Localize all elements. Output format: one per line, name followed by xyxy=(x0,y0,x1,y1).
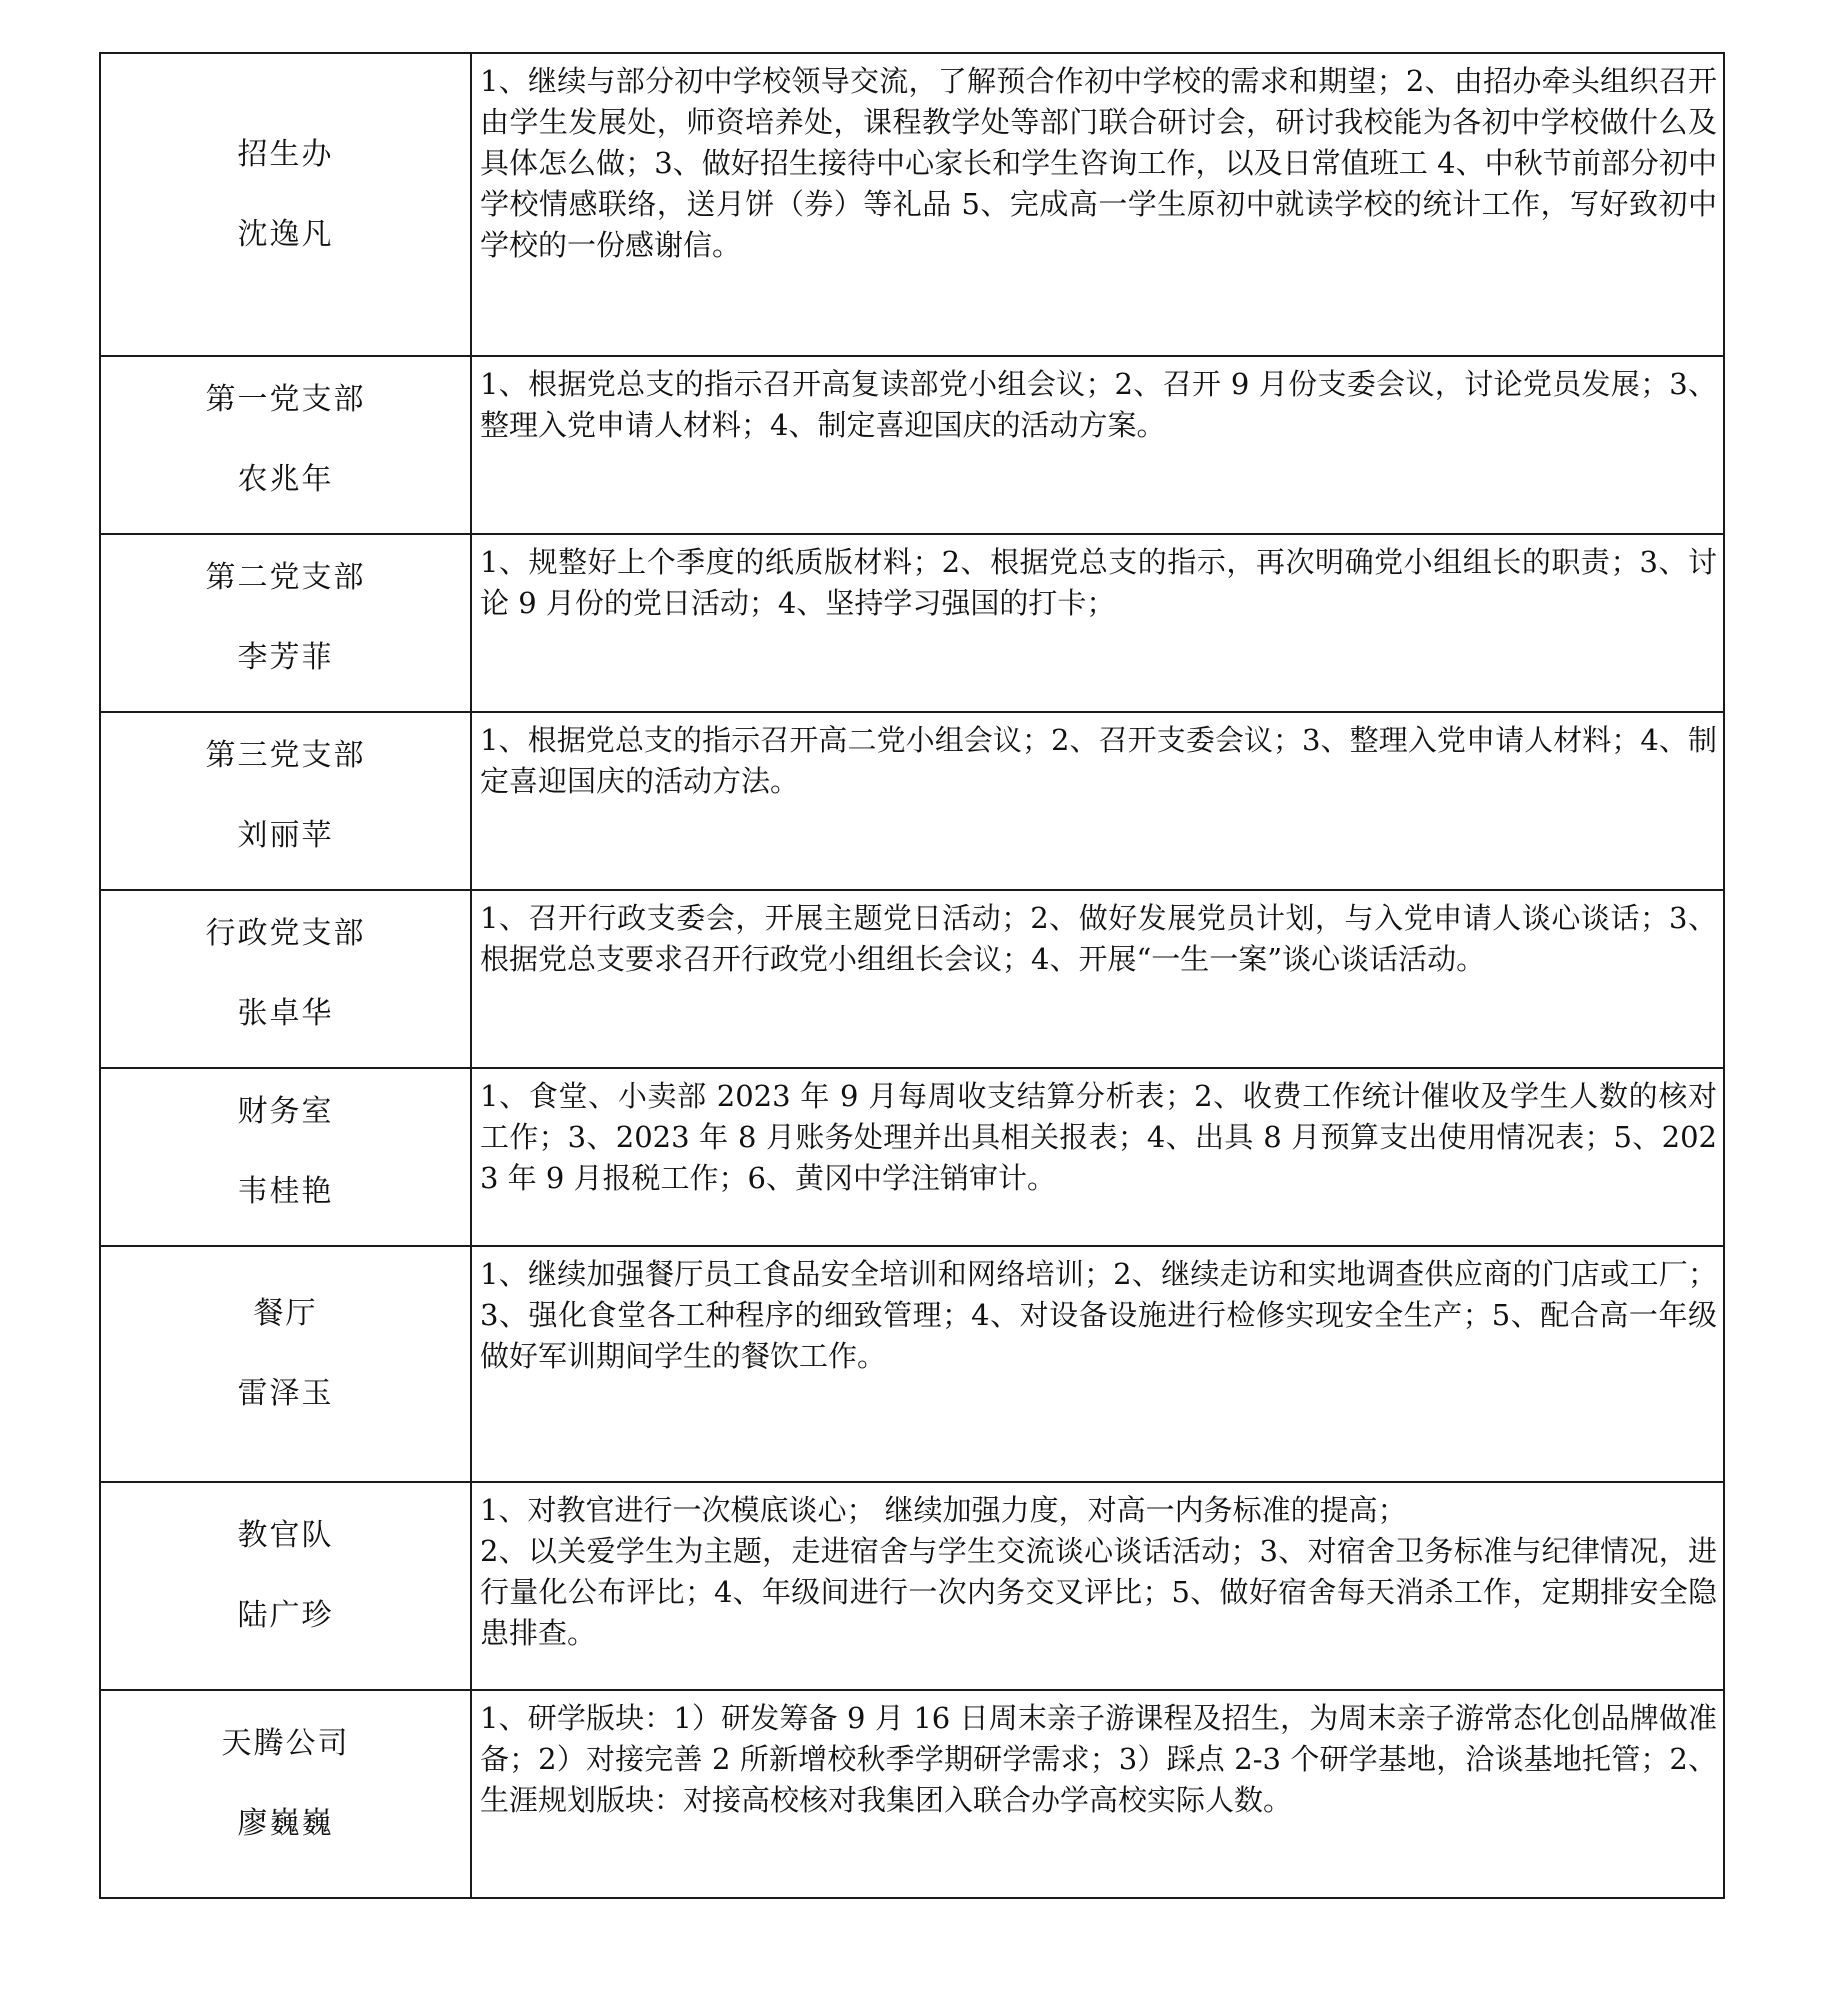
department-cell xyxy=(100,712,471,890)
department-name: 第一党支部 xyxy=(205,382,366,417)
department-cell xyxy=(100,890,471,1068)
work-content: 1、继续加强餐厅员工食品安全培训和网络培训；2、继续走访和实地调查供应商的门店或工厂；3、强化食堂各工种程序的细致管理；4、对设备设施进行检修实现安全生产；5、配合高一年级做好军训期间学生的餐饮工作。 xyxy=(480,1257,1717,1373)
work-content-cell xyxy=(471,534,1724,712)
work-content: 1、食堂、小卖部 2023 年 9 月每周收支结算分析表；2、收费工作统计催收及学生人数的核对工作；3、2023 年 8 月账务处理并出具相关报表；4、出具 8 月预算支出使用情况表；5、2023 年 9 月报税工作；6、黄冈中学注销审计。 xyxy=(480,1079,1717,1195)
department-cell xyxy=(100,1246,471,1482)
work-content-cell xyxy=(471,53,1724,356)
work-content-cell xyxy=(471,356,1724,534)
responsible-person: 雷泽玉 xyxy=(237,1376,334,1411)
work-content: 1、召开行政支委会，开展主题党日活动；2、做好发展党员计划，与入党申请人谈心谈话；3、根据党总支要求召开行政党小组组长会议；4、开展“一生一案”谈心谈话活动。 xyxy=(480,901,1717,976)
department-cell xyxy=(100,1690,471,1898)
work-content: 1、对教官进行一次模底谈心； 继续加强力度，对高一内务标准的提高； 2、以关爱学生为主题，走进宿舍与学生交流谈心谈话活动；3、对宿舍卫务标准与纪律情况，进行量化公布评比；4、年级间进行一次内务交叉评比；5、做好宿舍每天消杀工作，定期排安全隐患排查。 xyxy=(480,1493,1717,1650)
department-cell xyxy=(100,53,471,356)
table-row xyxy=(100,53,1724,356)
department-name: 第二党支部 xyxy=(205,560,366,595)
work-content-cell xyxy=(471,1068,1724,1246)
department-name: 财务室 xyxy=(237,1094,334,1129)
work-content: 1、根据党总支的指示召开高二党小组会议；2、召开支委会议；3、整理入党申请人材料；4、制定喜迎国庆的活动方法。 xyxy=(480,723,1717,798)
department-cell xyxy=(100,356,471,534)
work-content: 1、继续与部分初中学校领导交流，了解预合作初中学校的需求和期望；2、由招办牵头组织召开由学生发展处，师资培养处，课程教学处等部门联合研讨会，研讨我校能为各初中学校做什么及具体怎么做；3、做好招生接待中心家长和学生咨询工作，以及日常值班工 4、中秋节前部分初中学校情感联络，送月饼（券）等礼品 5、完成高一学生原初中就读学校的统计工作，写好致初中学校的一份感谢信。 xyxy=(480,64,1717,262)
work-content-cell xyxy=(471,1482,1724,1690)
work-content: 1、根据党总支的指示召开高复读部党小组会议；2、召开 9 月份支委会议，讨论党员发展；3、整理入党申请人材料；4、制定喜迎国庆的活动方案。 xyxy=(480,367,1717,442)
work-plan-table xyxy=(99,52,1725,1899)
responsible-person: 刘丽苹 xyxy=(237,818,334,853)
work-content-cell xyxy=(471,1246,1724,1482)
responsible-person: 廖巍巍 xyxy=(237,1806,334,1841)
department-name: 第三党支部 xyxy=(205,738,366,773)
responsible-person: 李芳菲 xyxy=(237,640,334,675)
table-row xyxy=(100,1068,1724,1246)
work-plan-sheet xyxy=(99,52,1725,1899)
department-cell xyxy=(100,1068,471,1246)
work-content-cell xyxy=(471,1690,1724,1898)
responsible-person: 农兆年 xyxy=(237,462,334,497)
table-row xyxy=(100,712,1724,890)
table-row xyxy=(100,890,1724,1068)
responsible-person: 张卓华 xyxy=(237,996,334,1031)
table-row xyxy=(100,356,1724,534)
work-content-cell xyxy=(471,890,1724,1068)
department-cell xyxy=(100,1482,471,1690)
work-content-cell xyxy=(471,712,1724,890)
table-row xyxy=(100,1690,1724,1898)
work-content: 1、规整好上个季度的纸质版材料；2、根据党总支的指示，再次明确党小组组长的职责；3、讨论 9 月份的党日活动；4、坚持学习强国的打卡； xyxy=(480,545,1717,620)
department-name: 教官队 xyxy=(237,1518,334,1553)
responsible-person: 沈逸凡 xyxy=(237,217,334,252)
department-name: 招生办 xyxy=(237,137,334,172)
table-row xyxy=(100,1246,1724,1482)
table-row xyxy=(100,1482,1724,1690)
responsible-person: 韦桂艳 xyxy=(237,1174,334,1209)
department-name: 餐厅 xyxy=(253,1296,318,1331)
table-row xyxy=(100,534,1724,712)
responsible-person: 陆广珍 xyxy=(237,1598,334,1633)
department-cell xyxy=(100,534,471,712)
department-name: 天腾公司 xyxy=(221,1726,350,1761)
department-name: 行政党支部 xyxy=(205,916,366,951)
work-content: 1、研学版块：1）研发筹备 9 月 16 日周末亲子游课程及招生，为周末亲子游常态化创品牌做准备；2）对接完善 2 所新增校秋季学期研学需求；3）踩点 2-3 个研学基地，洽谈基地托管；2、生涯规划版块：对接高校核对我集团入联合办学高校实际人数。 xyxy=(480,1701,1717,1817)
